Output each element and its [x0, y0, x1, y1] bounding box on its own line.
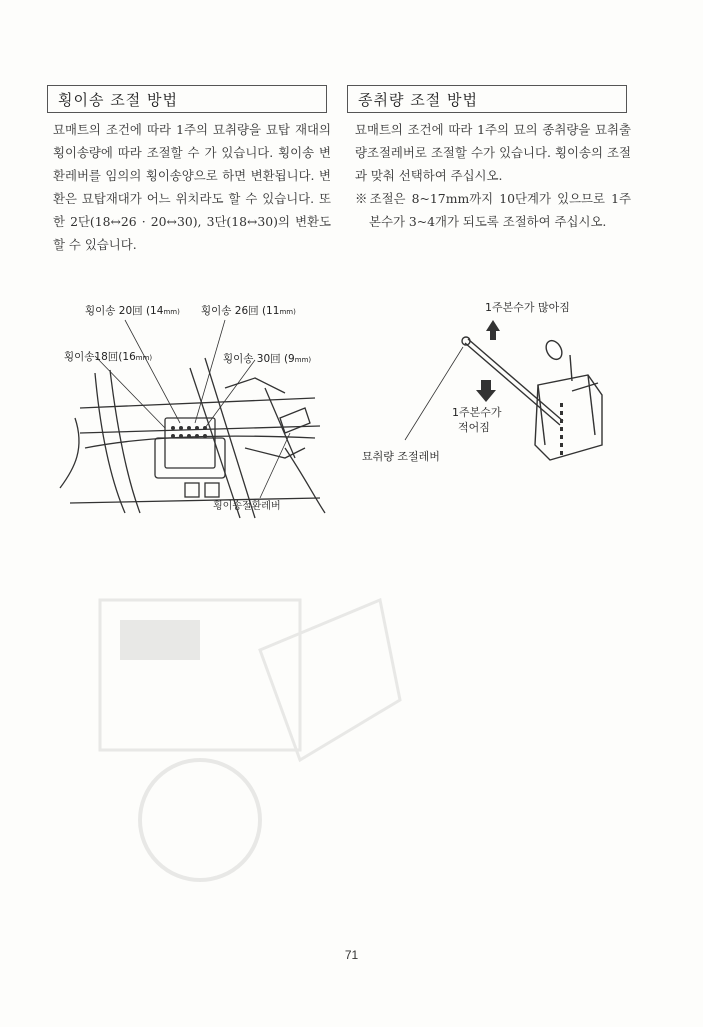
show-through-shadow — [60, 560, 420, 920]
left-section-title: 횡이송 조절 방법 — [47, 85, 327, 113]
fewer-plants-label-line2: 적어짐 — [458, 421, 490, 434]
transverse-feed-lever-figure — [55, 298, 330, 523]
left-section-body — [53, 118, 331, 256]
arrow-up-icon — [486, 320, 500, 340]
right-section-body — [355, 118, 631, 233]
fewer-plants-label-line1: 1주본수가 — [452, 406, 502, 419]
feed-26-label: 횡이송 26回 (11mm) — [201, 305, 296, 317]
feed-20-label: 횡이송 20回 (14mm) — [85, 305, 180, 317]
feed-30-label: 횡이송 30回 (9mm) — [223, 353, 312, 365]
more-plants-label: 1주본수가 많아짐 — [485, 301, 570, 314]
page-number: 71 — [344, 948, 359, 962]
left-body-text: 묘매트의 조건에 따라 1주의 묘취량을 묘탑 재대의 횡이송량에 따라 조절할 수 가 있습니다. 횡이송 변환레버를 임의의 횡이송양으로 하면 변환됩니다. 변환은 묘탑재대가 어느 위치라도 할 수 있습니다. 또한 2단(18↔26 · 20↔30), 3단(18↔30)의 변환도 할 수 있습니다. — [53, 122, 331, 252]
feed-18-label: 횡이송18回(16mm) — [64, 351, 153, 363]
right-body-text: 묘매트의 조건에 따라 1주의 묘의 종취량을 묘취출량조절레버로 조절할 수가 있습니다. 횡이송의 조절과 맞춰 선택하여 주십시오. — [355, 122, 631, 183]
seedling-take-lever-figure — [350, 295, 620, 480]
adjustment-note: ※조절은 8~17mm까지 10단계가 있으므로 1주본수가 3~4개가 되도록 조절하여 주십시오. — [355, 191, 631, 229]
feed-lever-label: 횡이송절환레버 — [213, 501, 281, 512]
take-lever-label: 묘취량 조절레버 — [362, 450, 440, 463]
right-section-title: 종취량 조절 방법 — [347, 85, 627, 113]
arrow-down-icon — [476, 380, 496, 402]
